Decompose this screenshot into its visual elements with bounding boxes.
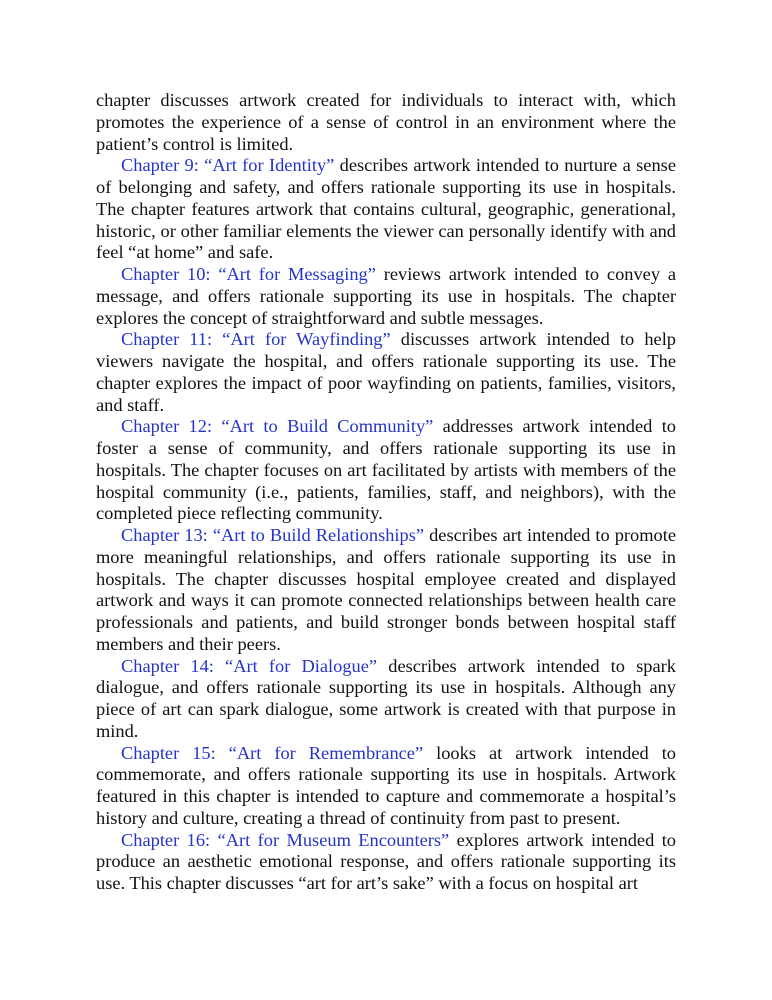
paragraph-chapter-16	[96, 830, 676, 895]
paragraph-chapter-11	[96, 329, 676, 416]
paragraph-text: describes art intended to promote more meaningful relationships, and offers rationale supporting its use in hospitals. The chapter discusses hospital employee created and displayed artwork and ways it can promote connected relationships between health care professionals and patients, and build stronger bonds between hospital staff members and their peers.	[96, 525, 676, 654]
paragraph-chapter-12	[96, 416, 676, 525]
paragraph-text: looks at artwork intended to commemorate, and offers rationale supporting its use in hospitals. Artwork featured in this chapter is intended to capture and commemorate a hospital’s history and culture, creating a thread of continuity from past to present.	[96, 742, 676, 828]
paragraph-chapter-9	[96, 155, 676, 264]
paragraph-continuation	[96, 90, 676, 155]
chapter-16-link[interactable]: Chapter 16: “Art for Museum Encounters”	[121, 829, 450, 850]
chapter-14-link[interactable]: Chapter 14: “Art for Dialogue”	[121, 655, 378, 676]
paragraph-text: reviews artwork intended to convey a message, and offers rationale supporting its use in hospitals. The chapter explores the concept of straightforward and subtle messages.	[96, 264, 677, 328]
chapter-15-link[interactable]: Chapter 15: “Art for Remembrance”	[121, 742, 424, 763]
chapter-10-link[interactable]: Chapter 10: “Art for Messaging”	[121, 264, 376, 284]
paragraph-chapter-15	[96, 743, 676, 830]
chapter-12-link[interactable]: Chapter 12: “Art to Build Community”	[121, 416, 434, 437]
chapter-13-link[interactable]: Chapter 13: “Art to Build Relationships”	[121, 525, 425, 545]
document-page	[96, 90, 676, 895]
paragraph-text: explores artwork intended to produce an aesthetic emotional response, and offers rationale supporting its use. This chapter discusses “art for art’s sake” with a focus on hospital art	[96, 829, 677, 893]
paragraph-chapter-14	[96, 656, 676, 743]
paragraph-text: describes artwork intended to spark dialogue, and offers rationale supporting its use in hospitals. Although any piece of art can spark dialogue, some artwork is created with that purpose in mind.	[96, 655, 676, 741]
paragraph-chapter-10	[96, 264, 676, 329]
paragraph-text: discusses artwork intended to help viewers navigate the hospital, and offers rationale supporting its use. The chapter explores the impact of poor wayfinding on patients, families, visitors, and staff.	[96, 329, 676, 415]
paragraph-text: addresses artwork intended to foster a sense of community, and offers rationale supporting its use in hospitals. The chapter focuses on art facilitated by artists with members of the hospital community (i.e., patients, families, staff, and neighbors), with the completed piece reflecting community.	[96, 416, 676, 524]
chapter-9-link[interactable]: Chapter 9: “Art for Identity”	[121, 155, 335, 176]
chapter-11-link[interactable]: Chapter 11: “Art for Wayfinding”	[121, 329, 391, 350]
paragraph-chapter-13	[96, 525, 676, 656]
paragraph-text: chapter discusses artwork created for individuals to interact with, which promotes the experience of a sense of control in an environment where the patient’s control is limited.	[96, 90, 676, 154]
paragraph-text: describes artwork intended to nurture a sense of belonging and safety, and offers rationale supporting its use in hospitals. The chapter features artwork that contains cultural, geographic, generational, historic, or other familiar elements the viewer can personally identify with and feel “at home” and safe.	[96, 155, 676, 263]
